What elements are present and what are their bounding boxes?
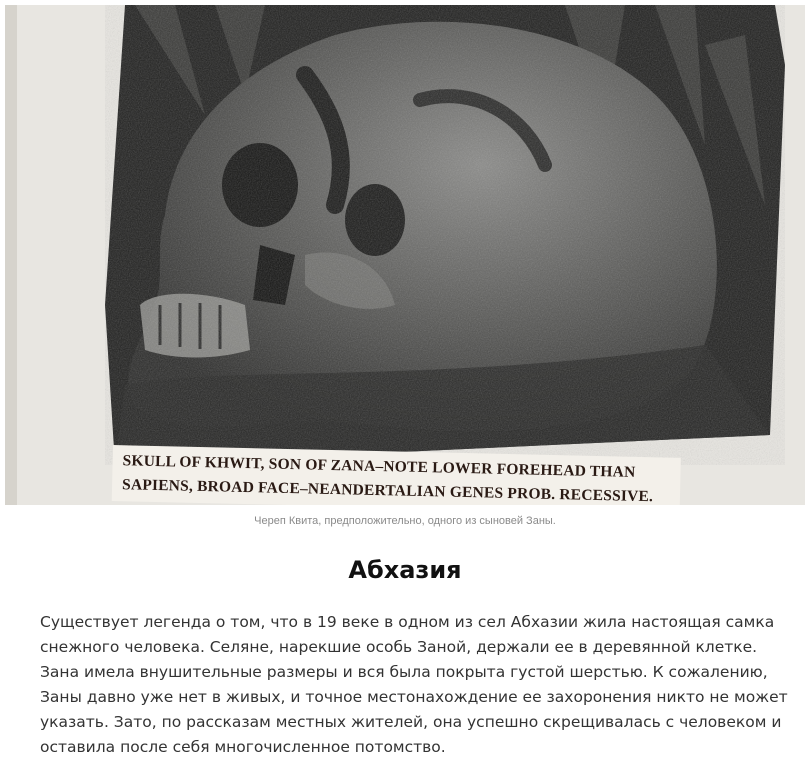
skull-photocopy-image [5, 5, 805, 505]
skull-photo [5, 5, 805, 505]
skull-caption-line-1: SKULL OF KHWIT, SON OF ZANA–NOTE LOWER FOREHEAD THAN [122, 452, 636, 481]
article-paragraph: Существует легенда о том, что в 19 веке в одном из сел Абхазии жила настоящая самка снежного человека. Селяне, нарекшие особь Заной, держали ее в деревянной клетке. Зана имела внушительные размеры и вся была покрыта густой шерстью. К сожалению, Заны давно уже нет в живых, и точное местонахождение ее захоронения никто не может указать. Зато, по рассказам местных жителей, она успешно скрещивалась с человеком и оставила после себя многочисленное потомство. [40, 613, 788, 756]
section-heading: Абхазия [348, 556, 462, 584]
skull-caption-line-2: SAPIENS, BROAD FACE–NEANDERTALIAN GENES PROB. RECESSIVE. [121, 476, 654, 505]
image-caption: Череп Квита, предположительно, одного из сыновей Заны. [254, 515, 556, 527]
